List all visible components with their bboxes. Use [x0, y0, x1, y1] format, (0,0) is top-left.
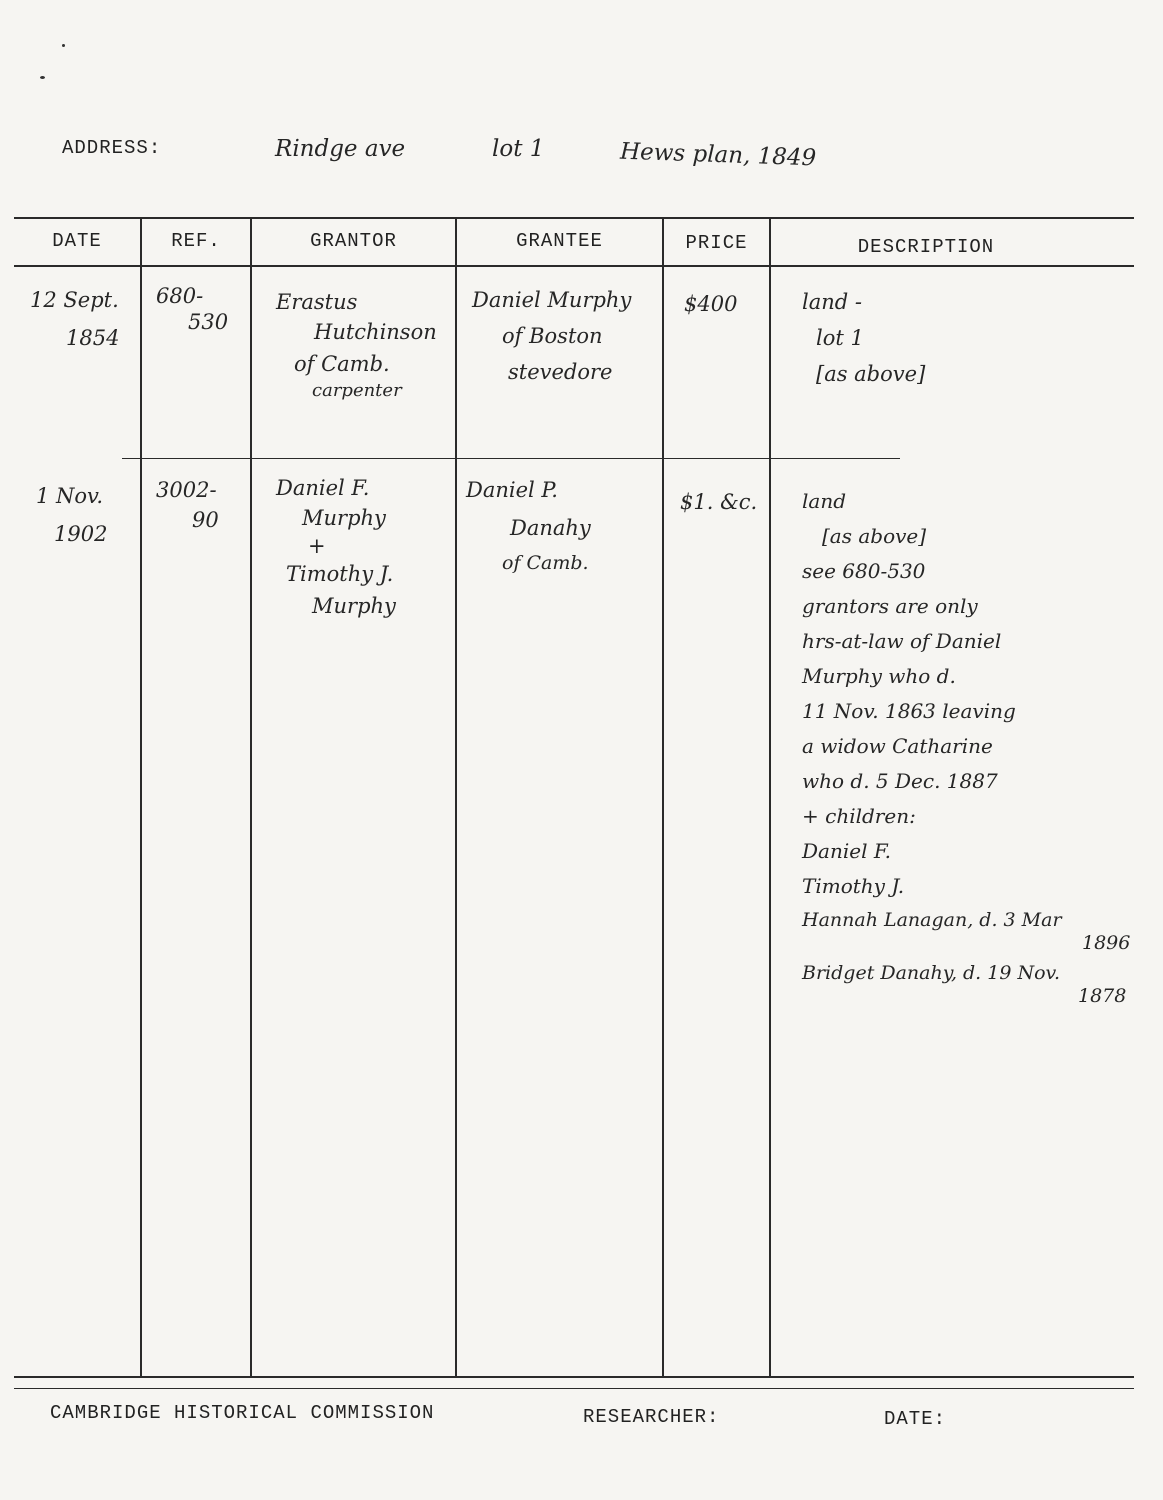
row1-date-day: 12 Sept.	[30, 288, 119, 312]
column-rule	[769, 217, 771, 1377]
row2-grantor-line: Murphy	[302, 506, 386, 530]
column-rule	[250, 217, 252, 1377]
column-header-grantor: GRANTOR	[310, 230, 397, 252]
row2-description-line: hrs-at-law of Daniel	[802, 629, 1002, 653]
row1-grantor	[276, 290, 437, 401]
commission-name: CAMBRIDGE HISTORICAL COMMISSION	[50, 1402, 435, 1424]
row2-grantee	[466, 478, 591, 574]
column-rule	[662, 217, 664, 1377]
column-rule	[455, 217, 457, 1377]
row2-description-line: Murphy who d.	[802, 664, 956, 688]
row2-date-year: 1902	[54, 522, 108, 546]
row1-description-line: [as above]	[816, 362, 926, 386]
row2-price: $1. &c.	[680, 490, 758, 514]
paper-speck	[40, 76, 45, 79]
column-header-date: DATE	[52, 230, 102, 252]
row2-grantee-line: Danahy	[510, 516, 591, 540]
row2-description-line: see 680-530	[802, 559, 926, 583]
address-label: ADDRESS:	[62, 137, 162, 159]
row2-grantor	[276, 476, 396, 618]
row2-grantor-line: +	[308, 534, 326, 558]
row1-grantor-line: carpenter	[312, 380, 402, 401]
date-label: DATE:	[884, 1408, 947, 1430]
row2-description-line: 11 Nov. 1863 leaving	[802, 699, 1016, 723]
row2-description-line: Bridget Danahy, d. 19 Nov.	[802, 961, 1061, 984]
row-divider	[122, 458, 900, 459]
row2-ref-page: 90	[192, 508, 219, 532]
row2-grantee-line: of Camb.	[502, 552, 589, 574]
paper-speck	[62, 44, 65, 47]
row1-date	[30, 288, 119, 350]
row2-description-line: Hannah Lanagan, d. 3 Mar	[802, 909, 1062, 931]
row1-ref-page: 530	[188, 310, 229, 334]
address-street: Rindge ave	[275, 136, 406, 162]
row1-grantee-line: Daniel Murphy	[472, 288, 632, 312]
row1-grantor-line: Erastus	[276, 290, 358, 314]
row1-description	[802, 290, 925, 386]
row2-description-line: a widow Catharine	[802, 734, 993, 758]
row1-grantee	[472, 288, 631, 384]
footer-rule	[14, 1388, 1134, 1389]
row2-grantor-line: Murphy	[312, 594, 396, 618]
row1-ref	[156, 284, 228, 334]
address-plan: Hews plan, 1849	[619, 138, 817, 172]
researcher-label: RESEARCHER:	[583, 1406, 720, 1428]
row1-description-line: lot 1	[816, 326, 864, 350]
row2-ref	[156, 478, 219, 532]
row2-description-line: 1878	[1078, 985, 1127, 1008]
column-header-price: PRICE	[685, 232, 748, 254]
row1-ref-book: 680-	[156, 284, 204, 308]
column-header-description: DESCRIPTION	[857, 236, 995, 258]
row1-grantor-line: Hutchinson	[314, 320, 437, 344]
table-bottom-rule	[14, 1376, 1134, 1378]
row2-description-line: Daniel F.	[802, 839, 891, 863]
row2-grantor-line: Timothy J.	[286, 562, 394, 586]
row1-description-line: land -	[802, 290, 862, 314]
row1-grantor-line: of Camb.	[294, 352, 390, 376]
row2-description-line: 1896	[1082, 932, 1131, 955]
row2-description-line: land	[802, 489, 847, 513]
row1-grantee-line: of Boston	[502, 324, 603, 348]
row2-date	[36, 484, 107, 546]
row2-description-line: [as above]	[822, 524, 927, 548]
column-rule	[140, 217, 142, 1377]
row2-description	[802, 486, 1130, 1012]
row2-description-line: grantors are only	[802, 594, 978, 618]
column-header-ref: REF.	[171, 230, 221, 252]
column-header-grantee: GRANTEE	[516, 230, 603, 252]
address-lot: lot 1	[492, 136, 545, 162]
table-top-rule	[14, 217, 1134, 219]
row2-description-line: Timothy J.	[802, 874, 905, 898]
row2-date-day: 1 Nov.	[36, 484, 104, 508]
table-header-rule	[14, 265, 1134, 267]
row2-description-line: who d. 5 Dec. 1887	[802, 769, 998, 793]
row2-ref-book: 3002-	[156, 478, 217, 502]
row1-date-year: 1854	[66, 326, 120, 350]
row2-grantee-line: Daniel P.	[466, 478, 558, 502]
row2-description-line: + children:	[802, 804, 916, 828]
row2-grantor-line: Daniel F.	[276, 476, 370, 500]
row1-price: $400	[684, 292, 738, 316]
row1-grantee-line: stevedore	[508, 360, 613, 384]
